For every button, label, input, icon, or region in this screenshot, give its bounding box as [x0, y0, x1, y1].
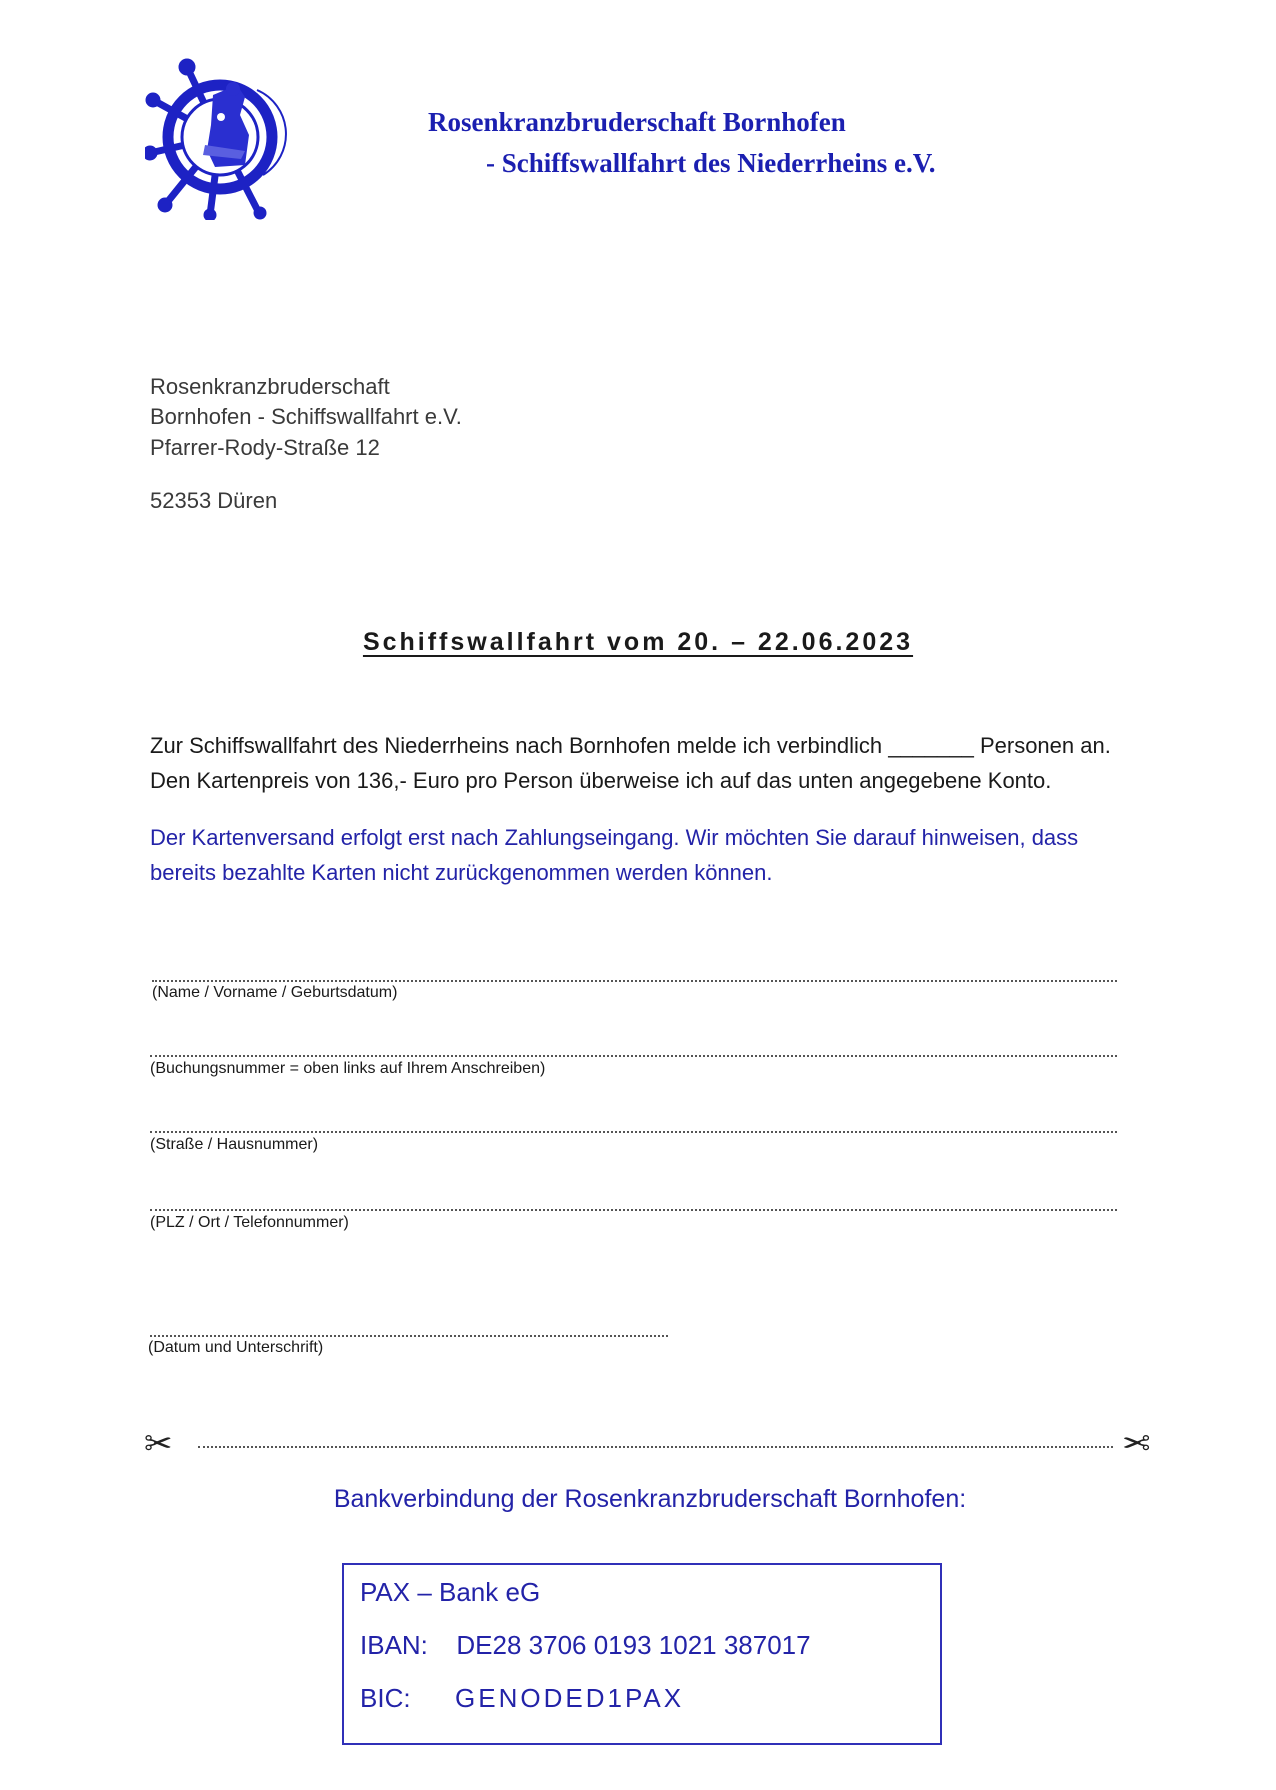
ships-wheel-icon [145, 55, 305, 220]
bank-details-box [342, 1563, 942, 1745]
iban-value: DE28 3706 0193 1021 387017 [456, 1630, 811, 1660]
signature-field-label: (Datum und Unterschrift) [148, 1339, 324, 1356]
bic-value: GENODED1PAX [455, 1683, 685, 1713]
bank-name: PAX – Bank eG [360, 1577, 541, 1607]
name-field-label: (Name / Vorname / Geburtsdatum) [152, 984, 398, 1001]
address-line-2: Bornhofen - Schiffswallfahrt e.V. [150, 404, 462, 429]
page-title [0, 628, 1276, 657]
notice-line-2: bereits bezahlte Karten nicht zurückgenommen werden können. [150, 860, 773, 885]
organization-subtitle: - Schiffswallfahrt des Niederrheins e.V. [486, 148, 936, 178]
address-line-1: Rosenkranzbruderschaft [150, 374, 390, 399]
iban-label: IBAN: [360, 1630, 428, 1660]
notice-line-1: Der Kartenversand erfolgt erst nach Zahlungseingang. Wir möchten Sie darauf hinweisen, dass [150, 825, 1079, 850]
iban-row [360, 1630, 811, 1661]
scissors-icon: ✂ [1122, 1425, 1151, 1463]
organization-name: Rosenkranzbruderschaft Bornhofen [428, 107, 846, 137]
page-title-text: Schiffswallfahrt vom 20. – 22.06.2023 [362, 628, 914, 656]
organization-logo [145, 55, 305, 220]
street-field-line[interactable] [150, 1131, 1117, 1133]
bank-heading: Bankverbindung der Rosenkranzbruderschaft Bornhofen: [333, 1485, 967, 1513]
signature-field-line[interactable] [150, 1335, 668, 1337]
registration-text-line-2: Den Kartenpreis von 136,- Euro pro Person überweise ich auf das unten angegebene Konto. [150, 768, 1052, 793]
scissors-icon: ✂ [144, 1425, 173, 1463]
booking-number-field-line[interactable] [150, 1055, 1117, 1057]
bic-row [360, 1683, 684, 1714]
city-phone-field-line[interactable] [150, 1209, 1117, 1211]
address-line-3: Pfarrer-Rody-Straße 12 [150, 435, 380, 460]
booking-number-field-label: (Buchungsnummer = oben links auf Ihrem Anschreiben) [150, 1060, 546, 1077]
name-field-line[interactable] [152, 980, 1117, 982]
street-field-label: (Straße / Hausnummer) [150, 1136, 319, 1153]
registration-text-line-1: Zur Schiffswallfahrt des Niederrheins nach Bornhofen melde ich verbindlich _______ Personen an. [150, 733, 1111, 758]
address-postal-city: 52353 Düren [150, 488, 278, 513]
bic-label: BIC: [360, 1683, 411, 1713]
cut-line [198, 1446, 1113, 1448]
city-phone-field-label: (PLZ / Ort / Telefonnummer) [150, 1214, 349, 1231]
